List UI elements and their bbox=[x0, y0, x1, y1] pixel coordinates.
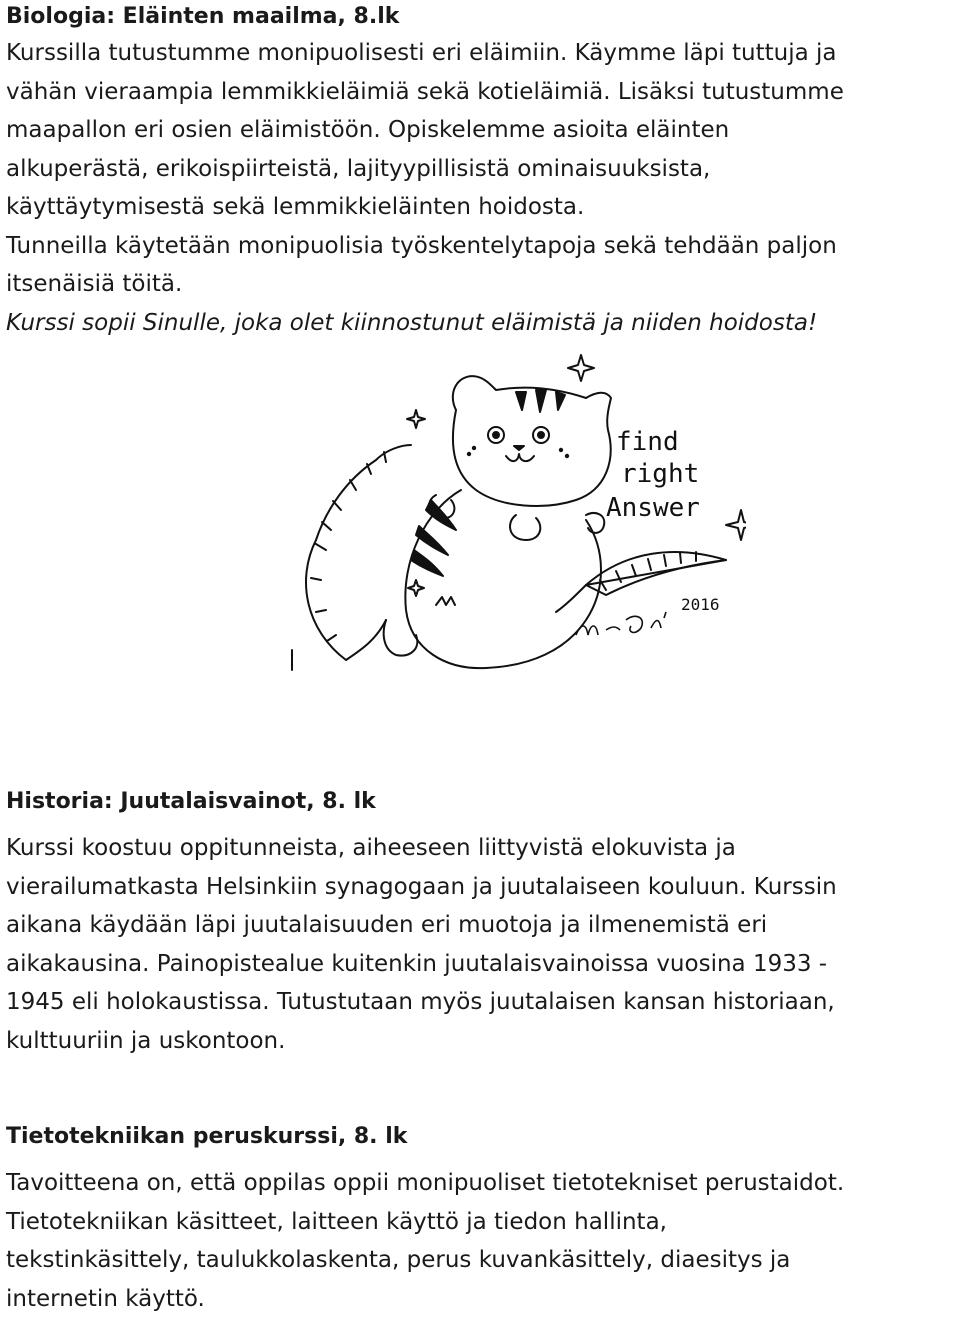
historia-section bbox=[6, 785, 956, 1060]
right-text: right bbox=[621, 459, 699, 489]
tietotekniikka-heading: Tietotekniikan peruskurssi, 8. lk bbox=[6, 1120, 956, 1154]
historia-line: Kurssi koostuu oppitunneista, aiheeseen liittyvistä elokuvista ja bbox=[6, 829, 956, 868]
historia-line: kulttuuriin ja uskontoon. bbox=[6, 1022, 956, 1061]
biologia-section bbox=[6, 0, 956, 342]
biologia-line: alkuperästä, erikoispiirteistä, lajityypillisistä ominaisuuksista, bbox=[6, 150, 956, 189]
biologia-line: maapallon eri osien eläimistöön. Opiskelemme asioita eläinten bbox=[6, 111, 956, 150]
tietotekniikka-line: Tietotekniikan käsitteet, laitteen käyttö ja tiedon hallinta, bbox=[6, 1203, 956, 1242]
tietotekniikka-line: Tavoitteena on, että oppilas oppii monipuoliset tietotekniset perustaidot. bbox=[6, 1164, 956, 1203]
tietotekniikka-line: tekstinkäsittely, taulukkolaskenta, perus kuvankäsittely, diaesitys ja bbox=[6, 1241, 956, 1280]
signature-year: 2016 bbox=[681, 595, 720, 614]
historia-heading: Historia: Juutalaisvainot, 8. lk bbox=[6, 785, 956, 819]
biologia-line: Kurssilla tutustumme monipuolisesti eri eläimiin. Käymme läpi tuttuja ja bbox=[6, 34, 956, 73]
find-text: find bbox=[616, 427, 679, 457]
historia-line: aikakausina. Painopistealue kuitenkin juutalaisvainoissa vuosina 1933 - bbox=[6, 945, 956, 984]
historia-line: 1945 eli holokaustissa. Tutustutaan myös juutalaisen kansan historiaan, bbox=[6, 983, 956, 1022]
tietotekniikka-line: internetin käyttö. bbox=[6, 1280, 956, 1318]
cat-drawing-icon bbox=[286, 350, 746, 680]
biologia-heading: Biologia: Eläinten maailma, 8.lk bbox=[6, 0, 956, 34]
biologia-italic-line: Kurssi sopii Sinulle, joka olet kiinnostunut eläimistä ja niiden hoidosta! bbox=[6, 304, 956, 343]
answer-text: Answer bbox=[606, 493, 700, 523]
biologia-line: vähän vieraampia lemmikkieläimiä sekä kotieläimiä. Lisäksi tutustumme bbox=[6, 73, 956, 112]
cat-illustration bbox=[286, 350, 746, 680]
historia-line: vierailumatkasta Helsinkiin synagogaan ja juutalaiseen kouluun. Kurssin bbox=[6, 868, 956, 907]
biologia-line: Tunneilla käytetään monipuolisia työskentelytapoja sekä tehdään paljon bbox=[6, 227, 956, 266]
biologia-line: käyttäytymisestä sekä lemmikkieläinten hoidosta. bbox=[6, 188, 956, 227]
biologia-line: itsenäisiä töitä. bbox=[6, 265, 956, 304]
tietotekniikka-section bbox=[6, 1120, 956, 1318]
historia-line: aikana käydään läpi juutalaisuuden eri muotoja ja ilmenemistä eri bbox=[6, 906, 956, 945]
